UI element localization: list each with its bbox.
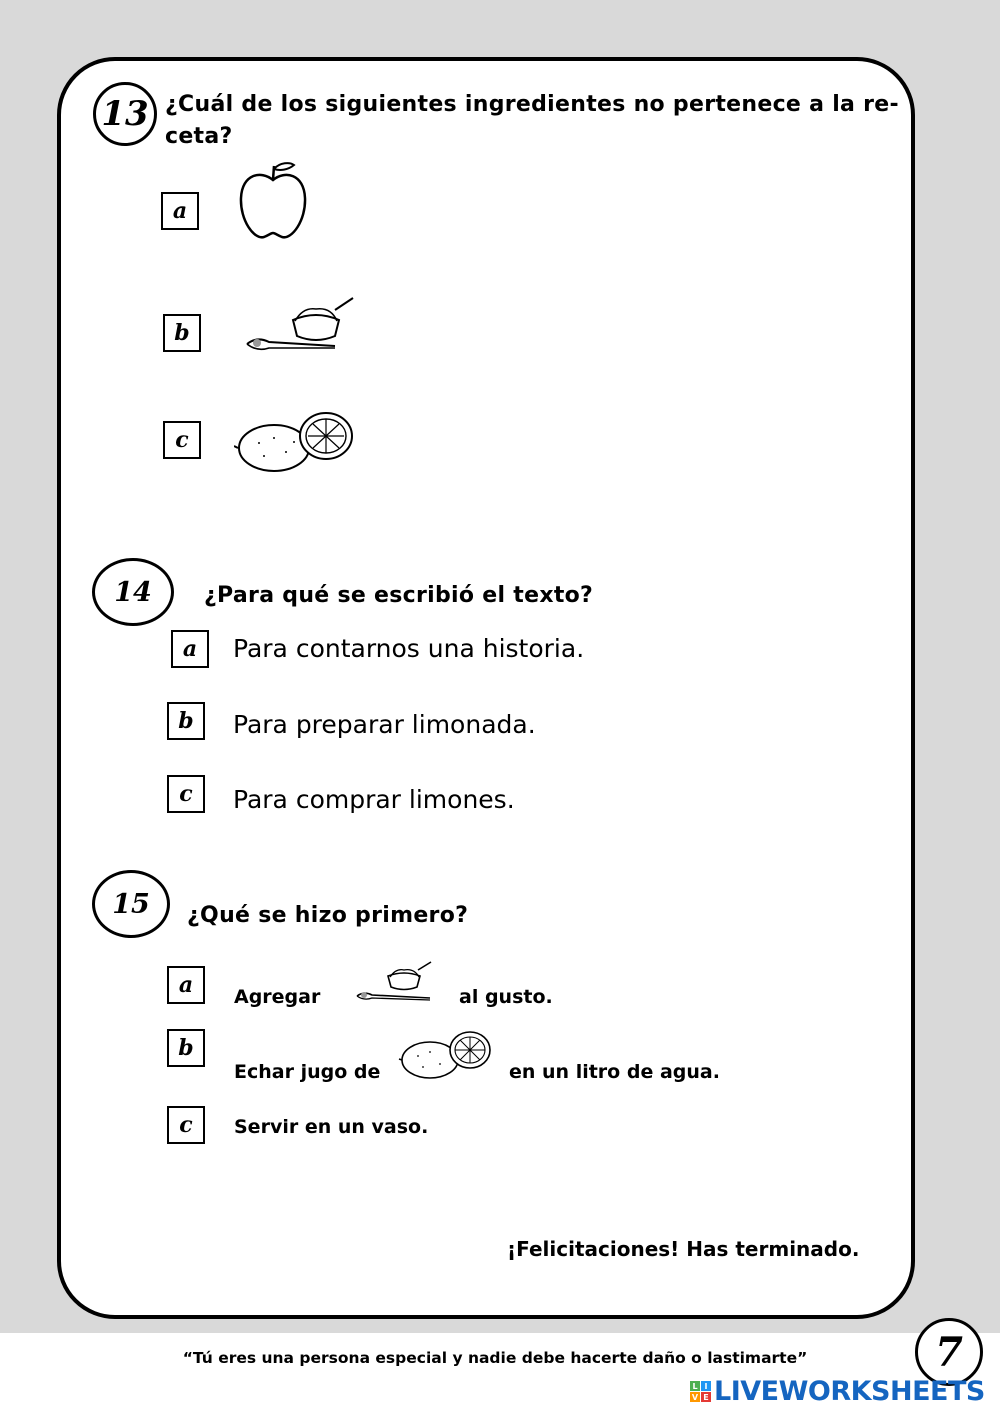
lemon-small-icon [398,1028,494,1082]
q15-option-b-box[interactable]: b [167,1029,205,1067]
q14-option-b-box[interactable]: b [167,702,205,740]
q14-option-c-text: Para comprar limones. [233,785,515,814]
logo-letter-e: E [701,1392,711,1402]
apple-icon [236,160,310,242]
question-13-number: 13 [93,82,157,146]
q15-option-c-box[interactable]: c [167,1106,205,1144]
q13-option-a-box[interactable]: a [161,192,199,230]
q14-option-c-box[interactable]: c [167,775,205,813]
q13-option-c-box[interactable]: c [163,421,201,459]
question-14-number: 14 [92,558,174,626]
logo-letter-i: I [701,1381,711,1391]
q15-option-a-box[interactable]: a [167,966,205,1004]
q15-option-b-text-after: en un litro de agua. [509,1061,720,1083]
question-13-text-cont: ceta? [165,124,233,149]
q14-option-a-box[interactable]: a [171,630,209,668]
logo-letter-v: V [691,1392,699,1402]
footer-quote: “Tú eres una persona especial y nadie debe hacerte daño o lastimarte” [182,1349,808,1367]
question-13-text: ¿Cuál de los siguientes ingredientes no pertenece a la re- [165,92,899,117]
q15-option-a-text-after: al gusto. [459,986,553,1008]
lemon-icon [234,408,360,474]
question-15-text: ¿Qué se hizo primero? [187,903,469,928]
logo-letter-l: L [690,1381,700,1391]
page-number: 7 [915,1318,983,1386]
liveworksheets-wordmark: LIVEWORKSHEETS [714,1376,985,1407]
closing-message: ¡Felicitaciones! Has terminado. [507,1237,860,1261]
q14-option-a-text: Para contarnos una historia. [233,634,585,663]
q15-option-c-text: Servir en un vaso. [234,1116,429,1138]
question-14-text: ¿Para qué se escribió el texto? [204,583,594,608]
liveworksheets-logo-icon [690,1381,711,1402]
sugar-bowl-icon [243,292,358,356]
q15-option-b-text-before: Echar jugo de [234,1061,381,1083]
question-15-number: 15 [92,870,170,938]
q15-option-a-text-before: Agregar [234,986,321,1008]
liveworksheets-brand[interactable] [690,1376,985,1407]
sugar-bowl-small-icon [354,960,434,1004]
q13-option-b-box[interactable]: b [163,314,201,352]
q14-option-b-text: Para preparar limonada. [233,710,536,739]
